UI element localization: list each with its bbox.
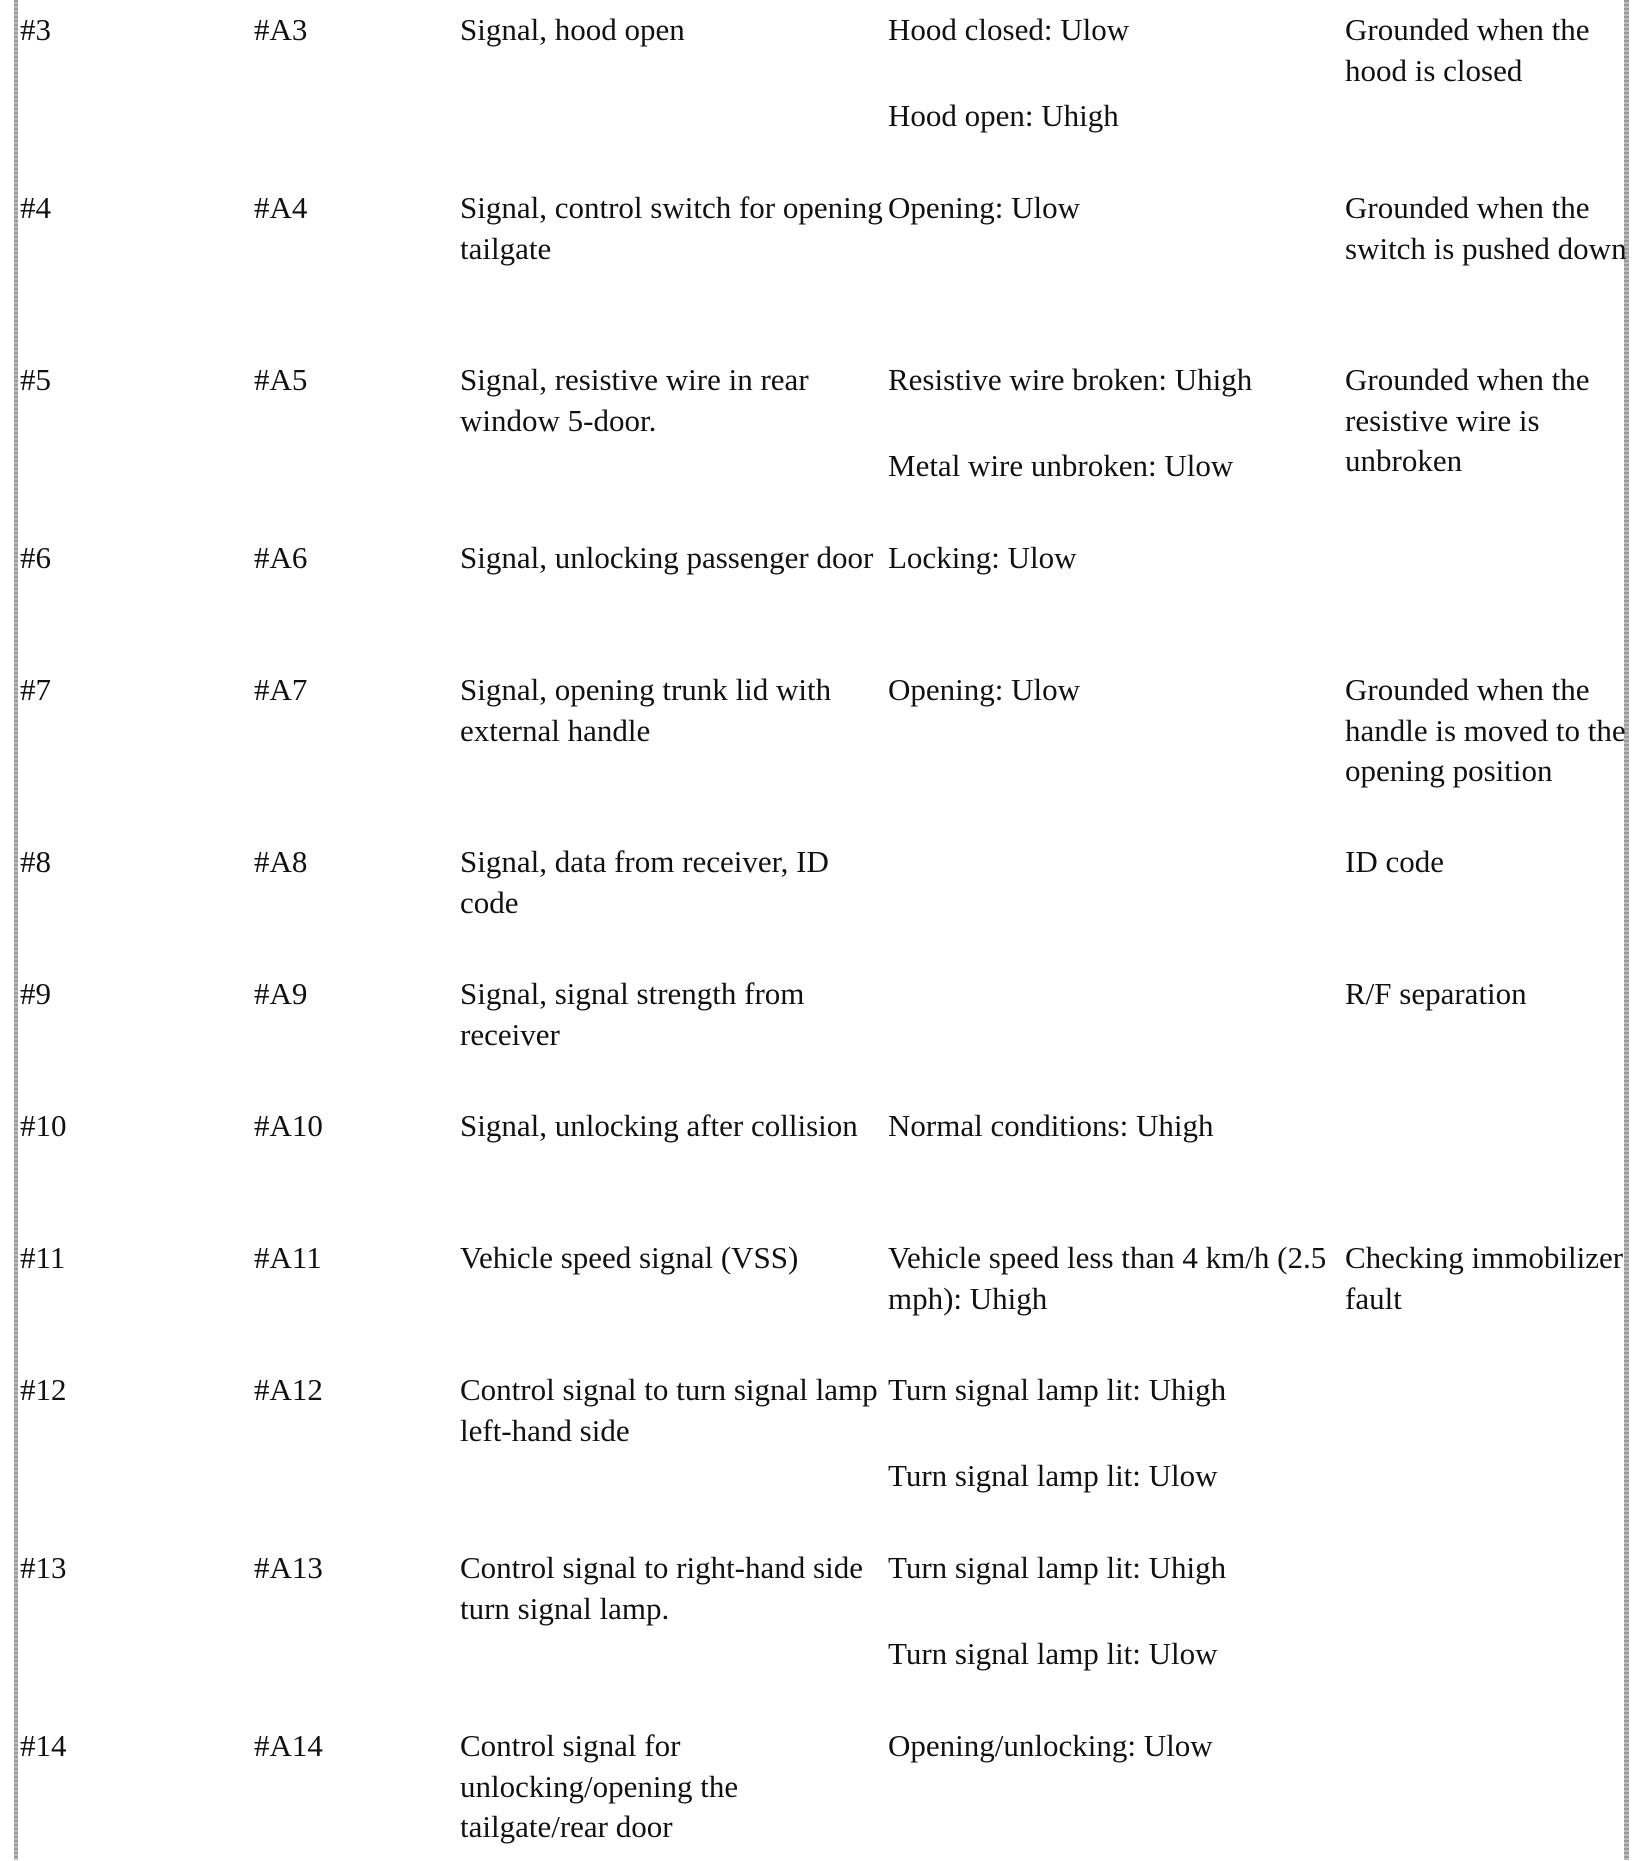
terminal-id-cell: #A3 — [254, 12, 308, 47]
pin-cell: #10 — [20, 1108, 67, 1143]
description-cell: Signal, signal strength from receiver — [460, 976, 805, 1052]
pin-cell: #11 — [20, 1240, 66, 1275]
note-cell: Checking immobilizer fault — [1345, 1240, 1624, 1316]
table-row — [18, 178, 1627, 350]
pin-cell: #5 — [20, 362, 51, 397]
value-line: Resistive wire broken: Uhigh — [888, 362, 1253, 397]
description-cell: Control signal to turn signal lamp left-hand side — [460, 1372, 878, 1448]
values-cell — [888, 1548, 1343, 1674]
terminal-id-cell: #A7 — [254, 672, 308, 707]
description-cell: Signal, hood open — [460, 12, 685, 47]
value-line: Turn signal lamp lit: Ulow — [888, 1457, 1218, 1493]
pin-cell: #9 — [20, 976, 51, 1011]
table-row — [18, 832, 1624, 964]
value-line: Opening: Ulow — [888, 672, 1081, 707]
terminal-id-cell: #A13 — [254, 1550, 323, 1585]
terminal-id-cell: #A9 — [254, 976, 308, 1011]
table-row — [18, 1096, 1624, 1228]
description-cell: Signal, data from receiver, ID code — [460, 844, 829, 920]
pin-cell: #8 — [20, 844, 51, 879]
value-line: Locking: Ulow — [888, 540, 1077, 575]
note-cell: R/F separation — [1345, 976, 1527, 1011]
table-row — [18, 350, 1624, 528]
note-cell: Grounded when the hood is closed — [1345, 12, 1590, 88]
value-line: Metal wire unbroken: Ulow — [888, 447, 1234, 483]
description-cell: Signal, unlocking passenger door — [460, 540, 874, 575]
values-cell — [888, 360, 1343, 486]
value-line: Normal conditions: Uhigh — [888, 1108, 1214, 1143]
pin-cell: #7 — [20, 672, 51, 707]
terminal-id-cell: #A10 — [254, 1108, 323, 1143]
table-row — [18, 1360, 1624, 1538]
table-row — [18, 1538, 1624, 1716]
note-cell: Grounded when the handle is moved to the opening position — [1345, 672, 1626, 788]
value-line: Turn signal lamp lit: Uhigh — [888, 1372, 1227, 1407]
values-cell — [888, 10, 1343, 136]
terminal-id-cell: #A12 — [254, 1372, 323, 1407]
terminal-id-cell: #A4 — [254, 190, 308, 225]
value-line: Opening: Ulow — [888, 190, 1081, 225]
pin-cell: #12 — [20, 1372, 67, 1407]
table-row — [18, 528, 1624, 660]
pin-cell: #13 — [20, 1550, 67, 1585]
description-cell: Signal, resistive wire in rear window 5-door. — [460, 362, 809, 438]
terminal-id-cell: #A5 — [254, 362, 308, 397]
values-cell — [888, 1106, 1343, 1147]
pin-cell: #14 — [20, 1728, 67, 1763]
note-cell: Grounded when the resistive wire is unbroken — [1345, 362, 1590, 478]
value-line: Vehicle speed less than 4 km/h (2.5 mph): Uhigh — [888, 1240, 1327, 1316]
value-line: Turn signal lamp lit: Uhigh — [888, 1550, 1227, 1585]
values-cell — [888, 538, 1343, 579]
description-cell: Signal, unlocking after collision — [460, 1108, 858, 1143]
terminal-id-cell: #A11 — [254, 1240, 322, 1275]
description-cell: Control signal for unlocking/opening the tailgate/rear door — [460, 1728, 739, 1844]
table-row — [18, 660, 1624, 832]
value-line: Hood open: Uhigh — [888, 97, 1119, 133]
table-row — [18, 1716, 1624, 1861]
values-cell — [888, 1370, 1343, 1496]
value-line: Turn signal lamp lit: Ulow — [888, 1635, 1218, 1671]
description-cell: Control signal to right-hand side turn signal lamp. — [460, 1550, 863, 1626]
description-cell: Signal, control switch for opening tailgate — [460, 190, 883, 266]
table-row — [18, 0, 1624, 178]
terminal-id-cell: #A6 — [254, 540, 308, 575]
table-row — [18, 1228, 1624, 1360]
values-cell — [888, 188, 1343, 229]
table-row — [18, 964, 1624, 1096]
values-cell — [888, 1726, 1343, 1767]
values-cell — [888, 670, 1343, 711]
pin-cell: #4 — [20, 190, 51, 225]
values-cell — [888, 1238, 1343, 1319]
pin-cell: #3 — [20, 12, 51, 47]
right-frame-border — [1624, 0, 1629, 1860]
value-line: Hood closed: Ulow — [888, 12, 1130, 47]
terminal-id-cell: #A14 — [254, 1728, 323, 1763]
value-line: Opening/unlocking: Ulow — [888, 1728, 1213, 1763]
note-cell: ID code — [1345, 844, 1444, 879]
terminal-id-cell: #A8 — [254, 844, 308, 879]
pin-cell: #6 — [20, 540, 51, 575]
description-cell: Vehicle speed signal (VSS) — [460, 1240, 799, 1275]
description-cell: Signal, opening trunk lid with external handle — [460, 672, 832, 748]
note-cell: Grounded when the switch is pushed down — [1345, 190, 1627, 266]
pin-signal-table — [18, 0, 1627, 1861]
